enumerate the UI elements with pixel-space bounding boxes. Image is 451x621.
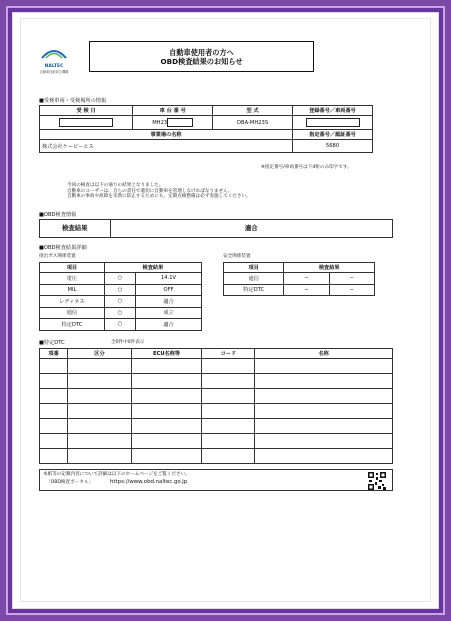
emission-mark: ○: [104, 273, 135, 285]
dtc-empty-row: [40, 419, 393, 434]
title-line-2: OBD検査結果のお知らせ: [160, 57, 243, 66]
emission-header-result: 検査結果: [104, 263, 201, 273]
emission-mark: ○: [104, 284, 135, 296]
safety-mark: −: [284, 284, 329, 296]
emission-title: 排出ガス関係装置: [39, 254, 76, 259]
header-business-name: 事業場の名称: [40, 130, 293, 140]
header-registration-number: 登録番号／車両番号: [293, 106, 373, 116]
obd-result-table: [39, 219, 393, 238]
header-chassis-number: 車 台 番 号: [133, 106, 213, 116]
inspection-date-cell: [40, 116, 133, 130]
emission-item: MIL: [40, 284, 105, 296]
header-model: 型 式: [213, 106, 293, 116]
title-box: [89, 41, 314, 72]
logo-name: NALTEC: [44, 64, 64, 69]
title-line-1: 自動車使用者の方へ: [169, 48, 234, 57]
safety-value: −: [329, 284, 374, 296]
dtc-empty-row: [40, 374, 393, 389]
chassis-number-cell: [133, 116, 213, 130]
obd-result-label: 検査結果: [40, 220, 111, 238]
safety-table: [223, 262, 375, 296]
emission-mark: ○: [104, 307, 135, 319]
safety-header-result: 検査結果: [284, 263, 375, 273]
emission-mark: ○: [104, 319, 135, 331]
dtc-table: [39, 348, 393, 464]
emission-value: OFF: [136, 284, 202, 296]
qr-code-icon: [368, 472, 386, 490]
dtc-header-code: コード: [202, 349, 255, 359]
emission-value: 14.1V: [136, 273, 202, 285]
registration-number-cell: [293, 116, 373, 130]
intro-line-3: 自動車の事故や故障を未然に防止するためにも、定期点検整備は必ず実施してください。: [67, 194, 251, 199]
dtc-empty-row: [40, 389, 393, 404]
emission-table: [39, 262, 202, 331]
business-name-cell: 株式会社ケーピーエス: [40, 140, 293, 153]
cert-number-cell: 5680: [293, 140, 373, 153]
safety-item: 通信: [224, 273, 284, 285]
intro-text: [67, 183, 367, 200]
header-inspection-date: 受 検 日: [40, 106, 133, 116]
vehicle-info-table: [39, 105, 373, 153]
dtc-header-number: 項番: [40, 349, 68, 359]
dtc-empty-row: [40, 449, 393, 464]
chassis-prefix: MH23: [152, 120, 168, 126]
dtc-header-ecu: ECU名称等: [131, 349, 202, 359]
logo-arc-icon: [39, 46, 69, 60]
section-obd-heading: ■OBD検査情報: [39, 212, 77, 218]
safety-header-item: 項目: [224, 263, 284, 273]
logo-subtitle: 自動車技術総合機構: [39, 70, 69, 74]
header-cert-number: 指定番号／認証番号: [293, 130, 373, 140]
dtc-empty-row: [40, 434, 393, 449]
emission-mark: ○: [104, 296, 135, 308]
emission-item: レディネス: [40, 296, 105, 308]
safety-mark: −: [284, 273, 329, 285]
dtc-header-name: 名称: [255, 349, 393, 359]
dtc-count: 全0件中0件表示: [111, 340, 145, 345]
intro-line-1: 今回の検査は以下の通りの結果となりました。: [67, 183, 164, 188]
intro-line-2: 自動車のユーザーは、自らの責任で適切に自動車を管理しなければなりません。: [67, 188, 233, 194]
emission-value: 成立: [136, 307, 202, 319]
footer-box: [39, 469, 393, 491]
section-vehicle-heading: ■受検車両・受検場所の情報: [39, 98, 107, 104]
obd-result-value: 適合: [110, 220, 392, 238]
emission-value: 適合: [136, 296, 202, 308]
document-page: [20, 18, 431, 602]
footer-portal-label: 「OBD検査ポータル」: [46, 480, 94, 485]
emission-item: 特定DTC: [40, 319, 105, 331]
safety-value: −: [329, 273, 374, 285]
footer-url-link[interactable]: https://www.obd.naltec.go.jp: [110, 479, 188, 485]
naltec-logo: [39, 45, 69, 74]
dtc-empty-row: [40, 404, 393, 419]
emission-item: 電圧: [40, 273, 105, 285]
emission-header-item: 項目: [40, 263, 105, 273]
emission-value: 適合: [136, 319, 202, 331]
safety-title: 安全関係装置: [223, 254, 251, 259]
section-dtc-heading: ■特定DTC: [39, 340, 65, 346]
footer-note: 本紙等の記載内容について詳細は以下のホームページをご覧ください。: [43, 472, 190, 477]
section-details-heading: ■OBD検査結果詳細: [39, 245, 87, 251]
dtc-header-category: 区分: [68, 349, 132, 359]
model-cell: DBA-MH23S: [213, 116, 293, 130]
note-number-print: ※指定番号/車両番号は下4桁のみ印字です。: [261, 165, 352, 170]
emission-item: 通信: [40, 307, 105, 319]
dtc-empty-row: [40, 359, 393, 374]
safety-item: 特定DTC: [224, 284, 284, 296]
